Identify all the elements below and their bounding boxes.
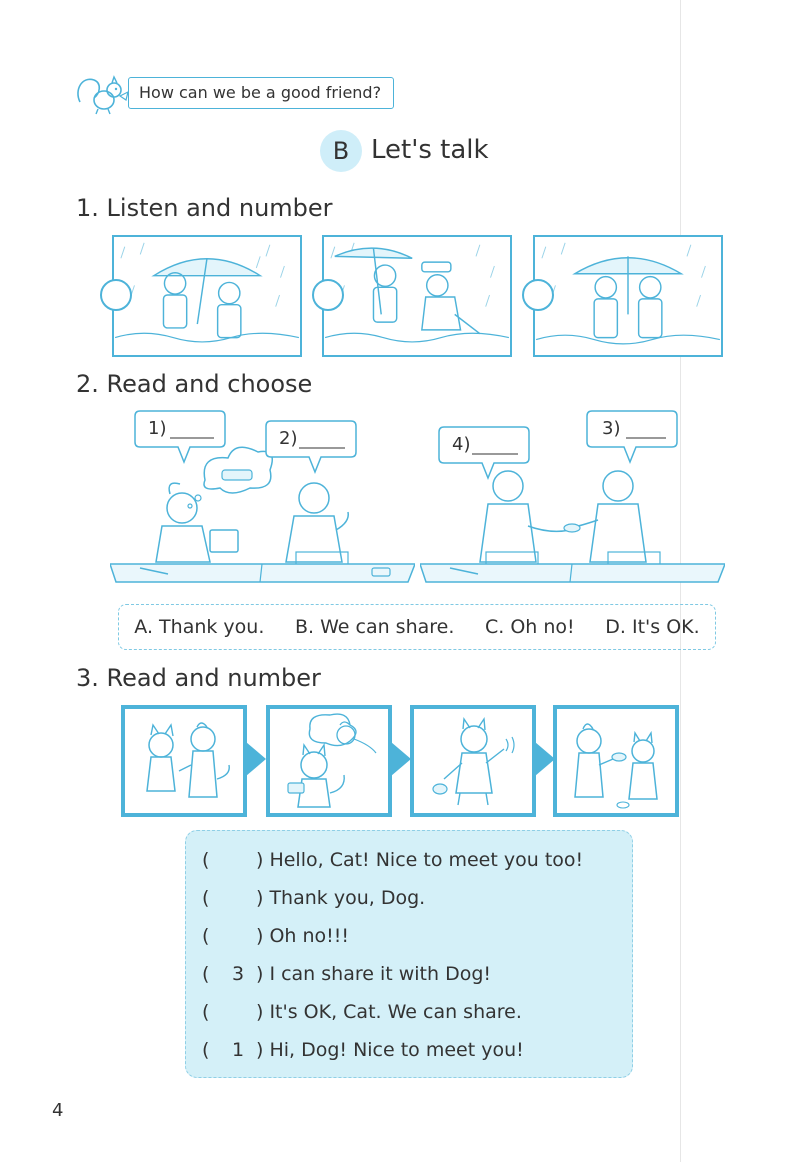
- paren-open: (: [202, 1001, 210, 1023]
- options-box: [118, 604, 716, 650]
- bubble-label-1: 1): [148, 418, 167, 439]
- section-badge: B: [320, 130, 362, 172]
- comic-panel-3: [410, 705, 536, 817]
- answer-blank[interactable]: [220, 923, 256, 949]
- arrow-right-icon: [535, 742, 555, 776]
- answer-blank[interactable]: [220, 885, 256, 911]
- section-title: Let's talk: [371, 135, 489, 165]
- dialog-text: ) Hi, Dog! Nice to meet you!: [256, 1039, 524, 1061]
- dialog-text: ) Hello, Cat! Nice to meet you too!: [256, 849, 584, 871]
- dialog-text: ) I can share it with Dog!: [256, 963, 492, 985]
- exercise2-heading: 2. Read and choose: [76, 370, 313, 398]
- speech-bubble-4: [438, 426, 530, 480]
- speech-bubble-3: [586, 410, 678, 464]
- listen-picture-1: [112, 235, 302, 357]
- comic-panel-4: [553, 705, 679, 817]
- bubble-label-4: 4): [452, 434, 471, 455]
- option-b[interactable]: B. We can share.: [294, 616, 455, 638]
- page-number: 4: [52, 1100, 64, 1121]
- dialog-text: ) Oh no!!!: [256, 925, 350, 947]
- number-circle-3[interactable]: [522, 279, 554, 311]
- arrow-right-icon: [246, 742, 266, 776]
- speech-bubble-2: [265, 420, 357, 474]
- option-a[interactable]: A. Thank you.: [134, 616, 265, 638]
- dialog-line: [202, 999, 522, 1025]
- speech-bubble-1: [134, 410, 226, 464]
- exercise3-heading: 3. Read and number: [76, 664, 321, 692]
- paren-open: (: [202, 963, 210, 985]
- paren-open: (: [202, 887, 210, 909]
- dialog-line: [202, 847, 583, 873]
- number-circle-1[interactable]: [100, 279, 132, 311]
- bubble-label-2: 2): [279, 428, 298, 449]
- option-d[interactable]: D. It's OK.: [605, 616, 700, 638]
- dialog-line: [202, 923, 349, 949]
- paren-open: (: [202, 925, 210, 947]
- dialog-line: [202, 1037, 524, 1063]
- dialog-text: ) Thank you, Dog.: [256, 887, 426, 909]
- dialog-line: [202, 961, 491, 987]
- exercise1-heading: 1. Listen and number: [76, 194, 333, 222]
- answer-blank[interactable]: [220, 999, 256, 1025]
- unit-question-box: How can we be a good friend?: [128, 77, 394, 109]
- paren-open: (: [202, 1039, 210, 1061]
- squirrel-icon: [74, 72, 132, 118]
- option-c[interactable]: C. Oh no!: [485, 616, 575, 638]
- arrow-right-icon: [391, 742, 411, 776]
- number-circle-2[interactable]: [312, 279, 344, 311]
- listen-picture-2: [322, 235, 512, 357]
- answer-blank[interactable]: 1: [231, 1039, 245, 1061]
- listen-picture-3: [533, 235, 723, 357]
- answer-blank[interactable]: [220, 847, 256, 873]
- comic-panel-2: [266, 705, 392, 817]
- answer-blank[interactable]: 3: [231, 963, 245, 985]
- dialog-text: ) It's OK, Cat. We can share.: [256, 1001, 522, 1023]
- bubble-label-3: 3): [602, 418, 621, 439]
- paren-open: (: [202, 849, 210, 871]
- dialog-line: [202, 885, 425, 911]
- comic-panel-1: [121, 705, 247, 817]
